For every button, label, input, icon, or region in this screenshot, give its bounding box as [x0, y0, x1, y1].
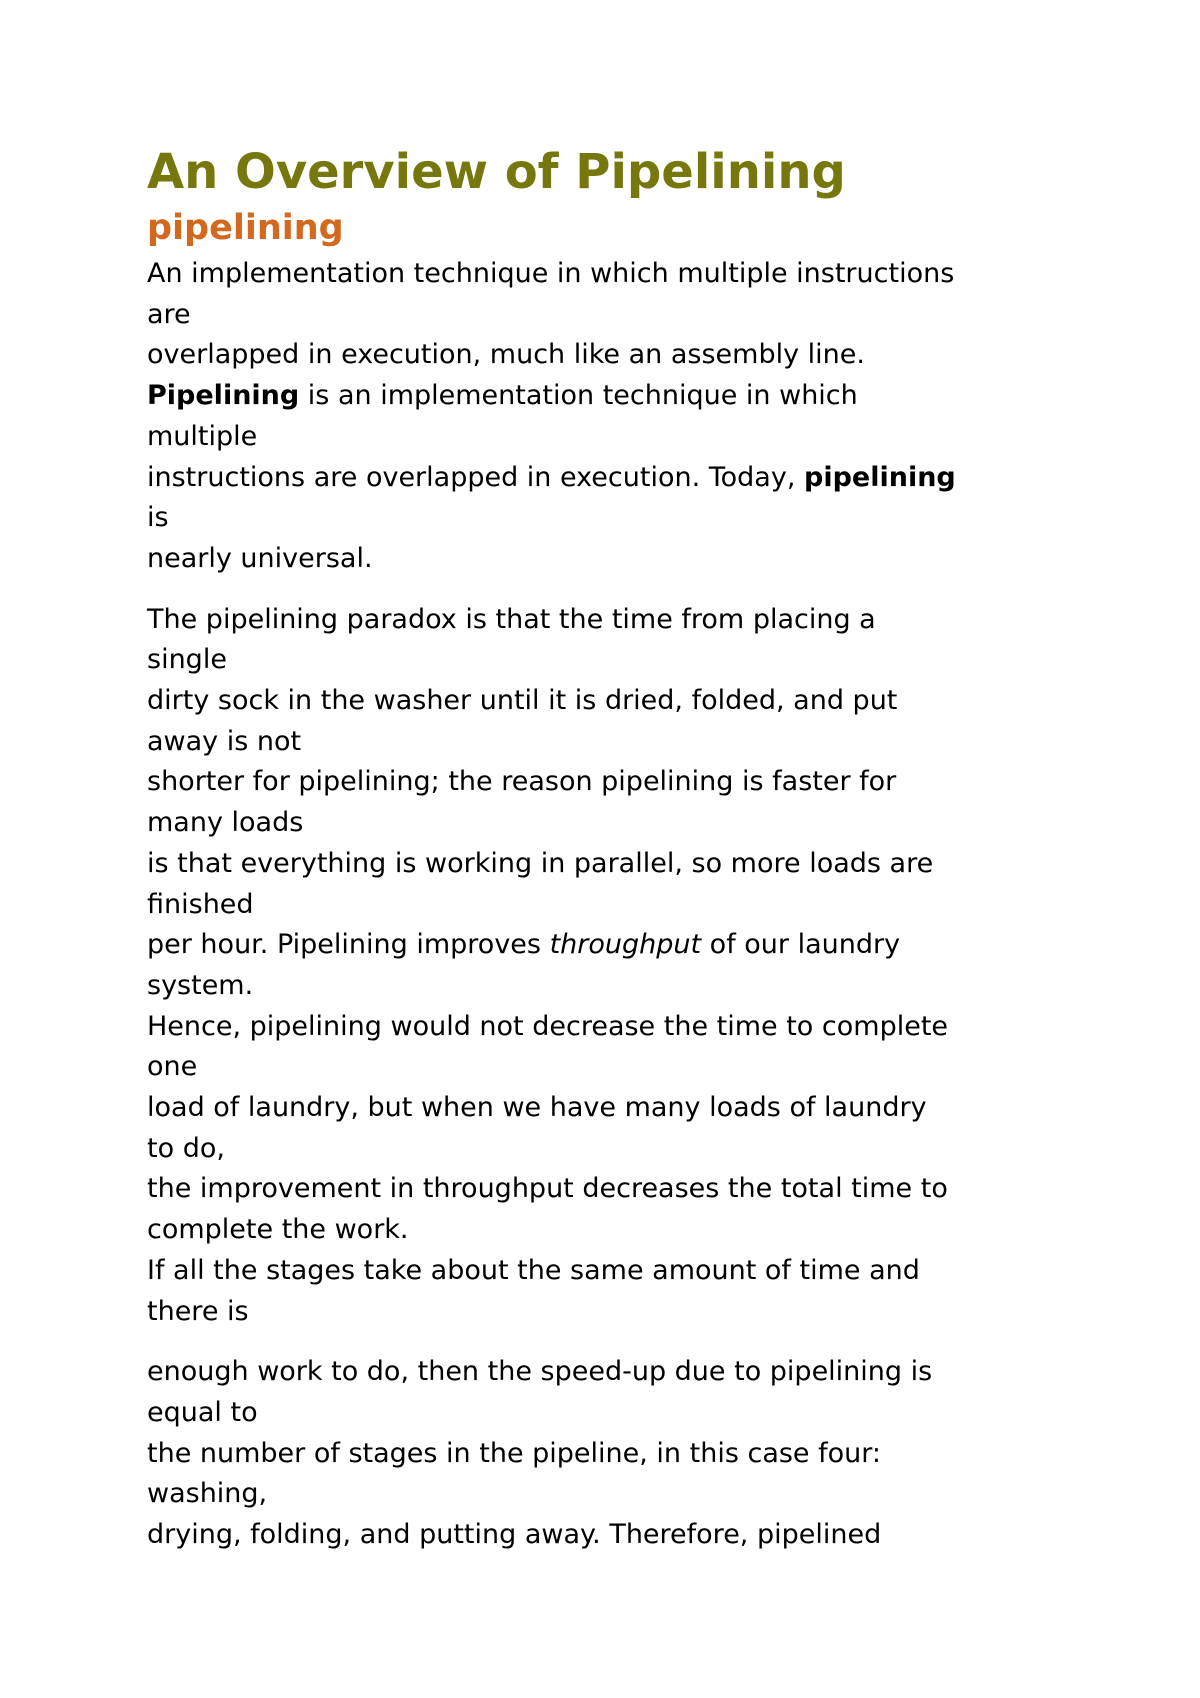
- text-line: load of laundry, but when we have many loads of laundry: [147, 1092, 927, 1124]
- text-line: dirty sock in the washer until it is dried, folded, and put: [147, 685, 898, 717]
- text-line: [147, 376, 1087, 417]
- bold-term: pipelining: [804, 461, 956, 493]
- text-span: is an implementation technique in which: [299, 380, 858, 412]
- text-line: multiple: [147, 420, 258, 452]
- text-line: If all the stages take about the same amount of time and: [147, 1254, 920, 1286]
- italic-term: throughput: [549, 929, 702, 961]
- paragraph-gap: [147, 1332, 1087, 1352]
- text-span: instructions are overlapped in execution. Today,: [147, 461, 804, 493]
- text-line: [147, 925, 1087, 966]
- text-line: nearly universal.: [147, 542, 373, 574]
- text-span: of our laundry: [701, 929, 901, 961]
- document-title: An Overview of Pipelining: [147, 144, 846, 200]
- text-line: shorter for pipelining; the reason pipelining is faster for: [147, 766, 897, 798]
- text-line: enough work to do, then the speed-up due to pipelining is: [147, 1356, 933, 1388]
- definition-line: An implementation technique in which multiple instructions: [147, 258, 955, 289]
- bold-term: Pipelining: [147, 380, 300, 412]
- text-line: finished: [147, 888, 254, 920]
- text-line: equal to: [147, 1396, 258, 1428]
- definition-line: are: [147, 298, 191, 330]
- text-line: the number of stages in the pipeline, in this case four:: [147, 1437, 881, 1469]
- text-line: is that everything is working in parallel, so more loads are: [147, 847, 934, 879]
- text-line: to do,: [147, 1132, 225, 1164]
- text-line: system.: [147, 969, 254, 1001]
- text-line: there is: [147, 1295, 249, 1327]
- document-page: [147, 140, 1087, 1556]
- paragraph-gap: [147, 580, 1087, 600]
- text-line: The pipelining paradox is that the time from placing a: [147, 603, 876, 635]
- definition-block: [147, 254, 1087, 376]
- term-heading: pipelining: [147, 208, 344, 248]
- text-line: drying, folding, and putting away. Therefore, pipelined: [147, 1519, 882, 1551]
- text-span: per hour. Pipelining improves: [147, 929, 550, 961]
- text-line: one: [147, 1051, 198, 1083]
- paragraph-speedup: [147, 1352, 1087, 1556]
- paragraph-pipelining-intro: [147, 376, 1087, 580]
- text-line: washing,: [147, 1478, 268, 1510]
- text-line: [147, 458, 1087, 499]
- text-line: the improvement in throughput decreases the total time to: [147, 1173, 948, 1205]
- text-line: many loads: [147, 807, 304, 839]
- definition-line: overlapped in execution, much like an assembly line.: [147, 339, 865, 371]
- text-line: is: [147, 502, 169, 534]
- text-line: single: [147, 644, 227, 676]
- text-line: away is not: [147, 725, 302, 757]
- paragraph-laundry-analogy: [147, 600, 1087, 1333]
- text-line: complete the work.: [147, 1214, 409, 1246]
- text-line: Hence, pipelining would not decrease the time to complete: [147, 1010, 949, 1042]
